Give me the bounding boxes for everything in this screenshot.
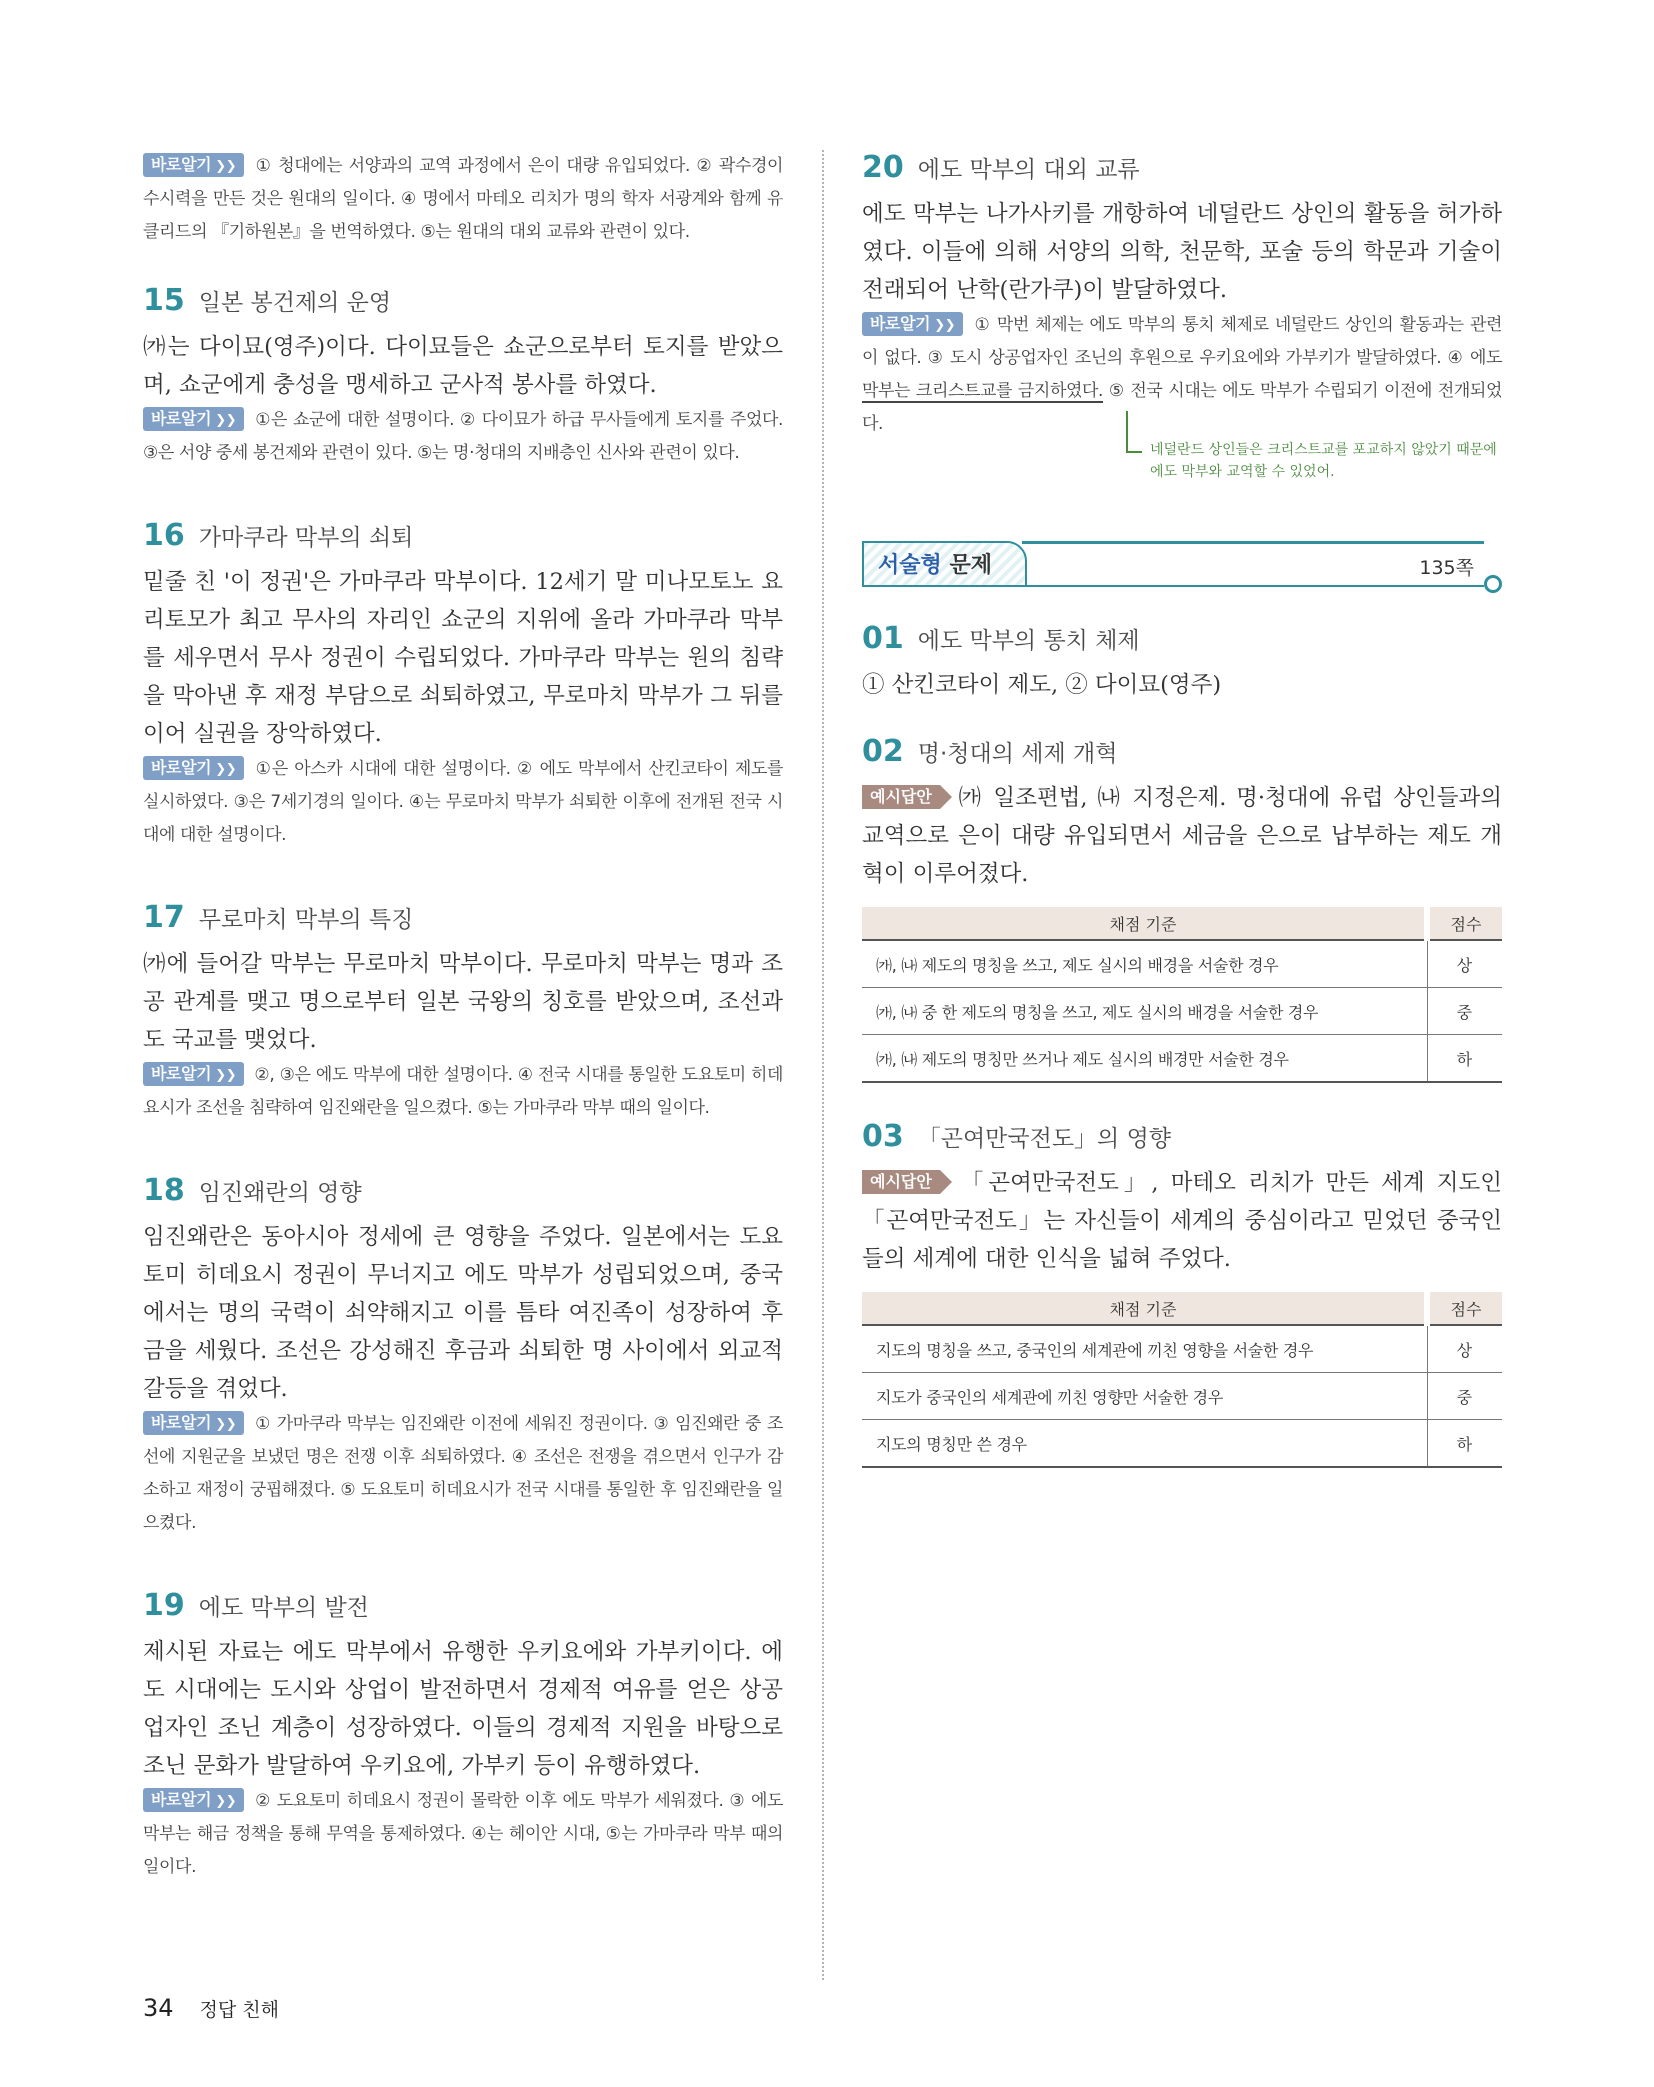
- question-number: 15: [143, 283, 185, 318]
- score-cell: 하: [1427, 1035, 1502, 1083]
- note-block: [143, 150, 783, 249]
- section-header: [862, 541, 1502, 591]
- note-badge: 바로알기 ❯❯: [143, 1411, 244, 1435]
- example-badge: 예시답안: [862, 785, 940, 809]
- question-title: 「곤여만국전도」의 영향: [917, 1126, 1172, 1152]
- double-chevron-icon: ❯❯: [215, 1417, 237, 1432]
- answer-block: [862, 779, 1502, 893]
- section-tag-highlight: 서술형: [878, 553, 942, 578]
- note-block: [143, 1059, 783, 1125]
- double-chevron-icon: ❯❯: [934, 318, 956, 333]
- score-cell: 하: [1427, 1420, 1502, 1468]
- descriptive-02: [862, 734, 1502, 1083]
- section-tag-rest: 문제: [949, 553, 992, 578]
- question-title: 무로마치 막부의 특징: [198, 907, 414, 933]
- score-cell: 상: [1427, 940, 1502, 988]
- double-chevron-icon: ❯❯: [215, 762, 237, 777]
- table-row: [862, 1325, 1502, 1373]
- note-badge: 바로알기 ❯❯: [862, 312, 963, 336]
- descriptive-03: [862, 1119, 1502, 1468]
- note-text: ①은 쇼군에 대한 설명이다. ② 다이묘가 하급 무사들에게 토지를 주었다. ③은 서양 중세 봉건제와 관련이 있다. ⑤는 명·청대의 지배층인 신사와 관련이 있다.: [143, 410, 783, 463]
- table-row: [862, 1420, 1502, 1468]
- answer-text: ㈎ 일조편법, ㈏ 지정은제. 명·청대에 유럽 상인들과의 교역으로 은이 대량 유입되면서 세금을 은으로 납부하는 제도 개혁이 이루어졌다.: [862, 785, 1502, 887]
- example-badge: 예시답안: [862, 1170, 940, 1194]
- note-badge: 바로알기 ❯❯: [143, 153, 244, 177]
- left-column: [143, 150, 783, 1932]
- question-title: 임진왜란의 영향: [198, 1180, 362, 1206]
- answer-text: 임진왜란은 동아시아 정세에 큰 영향을 주었다. 일본에서는 도요토미 히데요시 정권이 무너지고 에도 막부가 성립되었으며, 중국에서는 명의 국력이 쇠약해지고 이를 틈타 여진족이 성장하여 후금을 세웠다. 조선은 강성해진 후금과 쇠퇴한 명 사이에서 외교적 갈등을 겪었다.: [143, 1224, 783, 1402]
- item-19: [143, 1588, 783, 1884]
- annotation-connector: [1126, 411, 1142, 453]
- answer-text: 에도 막부는 나가사키를 개항하여 네덜란드 상인의 활동을 허가하였다. 이들에 의해 서양의 의학, 천문학, 포술 등의 학문과 기술이 전래되어 난학(란가쿠)이 발달하였다.: [862, 201, 1502, 303]
- table-header-score: 점수: [1427, 1292, 1502, 1325]
- circle-dot-icon: [1484, 575, 1502, 593]
- note-text: ① 가마쿠라 막부는 임진왜란 이전에 세워진 정권이다. ③ 임진왜란 중 조선에 지원군을 보냈던 명은 전쟁 이후 쇠퇴하였다. ④ 조선은 전쟁을 겪으면서 인구가 감소하고 재정이 궁핍해졌다. ⑤ 도요토미 히데요시가 전국 시대를 통일한 후 임진왜란을 일으켰다.: [143, 1414, 783, 1533]
- question-title: 에도 막부의 발전: [198, 1595, 369, 1621]
- question-title: 명·청대의 세제 개혁: [917, 741, 1118, 767]
- table-header-score: 점수: [1427, 907, 1502, 940]
- note-badge: 바로알기 ❯❯: [143, 1062, 244, 1086]
- item-15: [143, 283, 783, 470]
- column-divider: [822, 150, 824, 1980]
- underlined-phrase: 막부는 크리스트교를 금지하였다.: [862, 381, 1104, 401]
- answer-text: 제시된 자료는 에도 막부에서 유행한 우키요에와 가부키이다. 에도 시대에는 도시와 상업이 발전하면서 경제적 여유를 얻은 상공업자인 조닌 계층이 성장하였다. 이들의 경제적 지원을 바탕으로 조닌 문화가 발달하여 우키요에, 가부키 등이 유행하였다.: [143, 1639, 783, 1779]
- note-badge: 바로알기 ❯❯: [143, 1788, 244, 1812]
- section-page: 135쪽: [1419, 557, 1474, 579]
- criteria-cell: ㈎, ㈏ 제도의 명칭을 쓰고, 제도 실시의 배경을 서술한 경우: [862, 940, 1427, 988]
- double-chevron-icon: ❯❯: [215, 1068, 237, 1083]
- question-number: 20: [862, 150, 904, 185]
- question-number: 02: [862, 734, 904, 769]
- annotation-text: 네덜란드 상인들은 크리스트교를 포교하지 않았기 때문에 에도 막부와 교역할 수 있었어.: [1150, 442, 1497, 480]
- double-chevron-icon: ❯❯: [215, 413, 237, 428]
- item-14-note: [143, 150, 783, 249]
- score-cell: 중: [1427, 1373, 1502, 1420]
- note-text: ② 도요토미 히데요시 정권이 몰락한 이후 에도 막부가 세워졌다. ③ 에도 막부는 해금 정책을 통해 무역을 통제하였다. ④는 헤이안 시대, ⑤는 가마쿠라 막부 때의 일이다.: [143, 1791, 783, 1877]
- note-text: ②, ③은 에도 막부에 대한 설명이다. ④ 전국 시대를 통일한 도요토미 히데요시가 조선을 침략하여 임진왜란을 일으켰다. ⑤는 가마쿠라 막부 때의 일이다.: [143, 1065, 783, 1118]
- double-chevron-icon: ❯❯: [215, 1794, 237, 1809]
- page-footer: [143, 1994, 279, 2022]
- item-20: [862, 150, 1502, 485]
- right-column: [862, 150, 1502, 1516]
- note-block: [862, 309, 1502, 441]
- question-number: 17: [143, 900, 185, 935]
- question-title: 에도 막부의 대외 교류: [917, 157, 1140, 183]
- question-number: 18: [143, 1173, 185, 1208]
- question-title: 에도 막부의 통치 체제: [917, 628, 1140, 654]
- annotation-wrap: [862, 441, 1502, 485]
- note-text: ① 막번 체제는 에도 막부의 통치 체제로 네덜란드 상인의 활동과는 관련이 없다. ③ 도시 상공업자인 조닌의 후원으로 우키요에와 가부키가 발달하였다. ④ 에도: [862, 315, 1502, 368]
- double-chevron-icon: ❯❯: [215, 159, 237, 174]
- table-row: [862, 940, 1502, 988]
- criteria-cell: 지도가 중국인의 세계관에 끼친 영향만 서술한 경우: [862, 1373, 1427, 1420]
- question-number: 19: [143, 1588, 185, 1623]
- note-text-end: ⑤ 전국 시대는 에도 막부가 수립되기 이전에 전개되었다.: [862, 381, 1502, 434]
- question-title: 가마쿠라 막부의 쇠퇴: [198, 525, 414, 551]
- grading-table: [862, 907, 1502, 1083]
- question-number: 03: [862, 1119, 904, 1154]
- section-rule-top: [1022, 541, 1484, 544]
- note-badge: 바로알기 ❯❯: [143, 756, 244, 780]
- note-text: ① 청대에는 서양과의 교역 과정에서 은이 대량 유입되었다. ② 곽수경이 수시력을 만든 것은 원대의 일이다. ④ 명에서 마테오 리치가 명의 학자 서광계와 함께 유클리드의 『기하원본』을 번역하였다. ⑤는 원대의 대외 교류와 관련이 있다.: [143, 156, 784, 242]
- score-cell: 중: [1427, 988, 1502, 1035]
- table-row: [862, 1035, 1502, 1083]
- grading-table: [862, 1292, 1502, 1468]
- note-block: [143, 1408, 783, 1540]
- item-17: [143, 900, 783, 1125]
- page-number: 34: [143, 1994, 174, 2022]
- note-text: ①은 아스카 시대에 대한 설명이다. ② 에도 막부에서 산킨코타이 제도를 실시하였다. ③은 7세기경의 일이다. ④는 무로마치 막부가 쇠퇴한 이후에 전개된 전국 시대에 대한 설명이다.: [143, 759, 783, 845]
- criteria-cell: 지도의 명칭만 쓴 경우: [862, 1420, 1427, 1468]
- criteria-cell: 지도의 명칭을 쓰고, 중국인의 세계관에 끼친 영향을 서술한 경우: [862, 1325, 1427, 1373]
- section-tag: [862, 541, 1027, 587]
- criteria-cell: ㈎, ㈏ 제도의 명칭만 쓰거나 제도 실시의 배경만 서술한 경우: [862, 1035, 1427, 1083]
- question-number: 16: [143, 518, 185, 553]
- question-title: 일본 봉건제의 운영: [198, 290, 392, 316]
- answer-text: ① 산킨코타이 제도, ② 다이묘(영주): [862, 672, 1222, 698]
- table-row: [862, 1373, 1502, 1420]
- footer-label: 정답 친해: [199, 1999, 280, 2021]
- score-cell: 상: [1427, 1325, 1502, 1373]
- note-block: [143, 753, 783, 852]
- answer-text: 밑줄 친 '이 정권'은 가마쿠라 막부이다. 12세기 말 미나모토노 요리토모가 최고 무사의 자리인 쇼군의 지위에 올라 가마쿠라 막부를 세우면서 무사 정권이 수립되었다. 가마쿠라 막부는 원의 침략을 막아낸 후 재정 부담으로 쇠퇴하였고, 무로마치 막부가 그 뒤를 이어 실권을 장악하였다.: [143, 569, 783, 747]
- question-number: 01: [862, 621, 904, 656]
- descriptive-01: [862, 621, 1502, 704]
- criteria-cell: ㈎, ㈏ 중 한 제도의 명칭을 쓰고, 제도 실시의 배경을 서술한 경우: [862, 988, 1427, 1035]
- answer-text: ㈎에 들어갈 막부는 무로마치 막부이다. 무로마치 막부는 명과 조공 관계를 맺고 명으로부터 일본 국왕의 칭호를 받았으며, 조선과도 국교를 맺었다.: [143, 951, 783, 1053]
- item-18: [143, 1173, 783, 1540]
- answer-text: 「곤여만국전도」, 마테오 리치가 만든 세계 지도인 「곤여만국전도」는 자신들이 세계의 중심이라고 믿었던 중국인들의 세계에 대한 인식을 넓혀 주었다.: [862, 1170, 1502, 1272]
- answer-block: [862, 1164, 1502, 1278]
- table-header-criteria: 채점 기준: [862, 907, 1427, 940]
- note-block: [143, 404, 783, 470]
- table-row: [862, 988, 1502, 1035]
- answer-text: ㈎는 다이묘(영주)이다. 다이묘들은 쇼군으로부터 토지를 받았으며, 쇼군에게 충성을 맹세하고 군사적 봉사를 하였다.: [143, 334, 783, 398]
- item-16: [143, 518, 783, 852]
- note-block: [143, 1785, 783, 1884]
- table-header-criteria: 채점 기준: [862, 1292, 1427, 1325]
- note-badge: 바로알기 ❯❯: [143, 407, 244, 431]
